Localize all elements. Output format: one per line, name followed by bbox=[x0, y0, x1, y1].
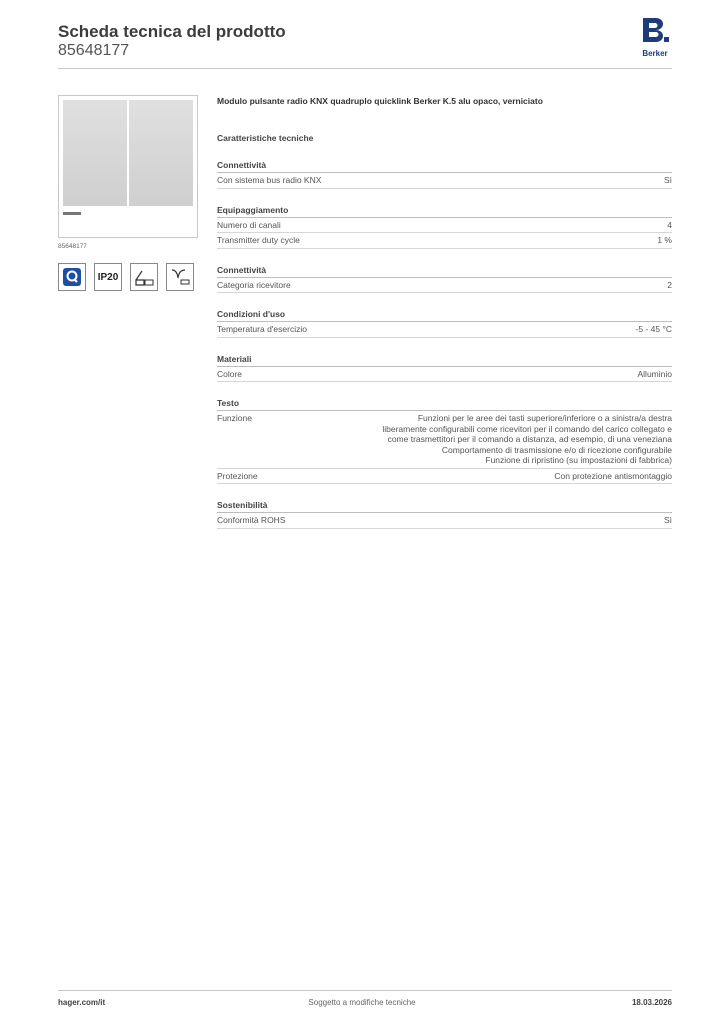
spec-label: Categoria ricevitore bbox=[217, 279, 291, 290]
spec-section bbox=[217, 160, 672, 189]
spec-label: Conformità ROHS bbox=[217, 515, 286, 525]
spec-row bbox=[217, 278, 672, 294]
rocker-left bbox=[63, 100, 127, 206]
spec-section bbox=[217, 398, 672, 484]
product-code: 85648177 bbox=[58, 42, 130, 59]
spec-section bbox=[217, 354, 672, 383]
rocker-right bbox=[129, 100, 193, 206]
spec-value: 2 bbox=[667, 279, 672, 290]
section-title: Connettività bbox=[217, 265, 672, 278]
footer-divider bbox=[58, 990, 672, 991]
section-title: Testo bbox=[217, 398, 672, 411]
ip20-badge: IP20 bbox=[94, 263, 122, 291]
image-caption: 85648177 bbox=[58, 243, 87, 250]
spec-row bbox=[217, 513, 672, 529]
footer-note: Soggetto a modifiche tecniche bbox=[308, 998, 416, 1007]
mounting-icon bbox=[166, 263, 194, 291]
spec-label: Transmitter duty cycle bbox=[217, 235, 300, 245]
footer-date: 18.03.2026 bbox=[631, 998, 672, 1007]
product-image bbox=[58, 95, 198, 238]
spec-value: 1 % bbox=[657, 235, 672, 245]
spec-section bbox=[217, 205, 672, 249]
brand-name: Berker bbox=[642, 49, 668, 58]
spec-section bbox=[217, 309, 672, 338]
section-title: Sostenibilità bbox=[217, 500, 672, 513]
spec-value: Con protezione antismontaggio bbox=[554, 470, 672, 481]
section-title: Condizioni d'uso bbox=[217, 309, 672, 322]
spec-heading: Caratteristiche tecniche bbox=[217, 133, 314, 143]
spec-value-line: come trasmettitori per il comando a distanza, ad esempio, di una veneziana bbox=[387, 434, 672, 444]
label-strip bbox=[63, 212, 81, 215]
spec-row bbox=[217, 218, 672, 234]
spec-row bbox=[217, 469, 672, 485]
page-title: Scheda tecnica del prodotto bbox=[58, 22, 286, 41]
spec-value-line: liberamente configurabili come ricevitori per il comando del carico collegato e bbox=[382, 423, 672, 434]
footer-website[interactable]: hager.com/it bbox=[58, 998, 106, 1007]
section-title: Equipaggiamento bbox=[217, 205, 672, 218]
berker-logo-icon bbox=[639, 16, 671, 44]
spec-row bbox=[217, 173, 672, 189]
spec-value-multiline bbox=[382, 413, 672, 466]
spec-label: Colore bbox=[217, 368, 243, 379]
spec-value: Sì bbox=[663, 175, 672, 185]
spec-label: Funzione bbox=[217, 413, 252, 423]
section-title: Connettività bbox=[217, 160, 672, 173]
header-divider bbox=[58, 68, 672, 69]
spec-row bbox=[217, 367, 672, 383]
berker-logo bbox=[638, 16, 672, 58]
section-title: Materiali bbox=[217, 354, 672, 367]
spec-value-line: Funzione di ripristino (su impostazioni di fabbrica) bbox=[485, 455, 672, 465]
spec-section bbox=[217, 265, 672, 294]
spec-label: Con sistema bus radio KNX bbox=[217, 175, 322, 185]
spec-value: -5 - 45 °C bbox=[635, 324, 672, 334]
spec-row bbox=[217, 322, 672, 338]
spec-value-line: Comportamento di trasmissione e/o di ricezione configurabile bbox=[441, 444, 672, 455]
spec-value: Sì bbox=[663, 515, 672, 525]
page-header bbox=[58, 22, 286, 60]
spec-value: 4 bbox=[667, 219, 672, 230]
spec-sections bbox=[217, 160, 672, 529]
spec-row bbox=[217, 411, 672, 469]
spec-value-line: Funzioni per le aree dei tasti superiore/inferiore o a sinistra/a destra bbox=[417, 413, 672, 423]
spec-label: Numero di canali bbox=[217, 219, 281, 230]
spec-row bbox=[217, 233, 672, 249]
quality-icon bbox=[58, 263, 86, 291]
spec-section bbox=[217, 500, 672, 529]
spec-content bbox=[217, 96, 672, 529]
spec-value: Alluminio bbox=[637, 368, 672, 379]
badge-row bbox=[58, 263, 194, 291]
product-name: Modulo pulsante radio KNX quadruplo quicklink Berker K.5 alu opaco, verniciato bbox=[217, 96, 543, 106]
spec-label: Temperatura d'esercizio bbox=[217, 324, 307, 334]
spec-label: Protezione bbox=[217, 470, 258, 481]
installation-icon bbox=[130, 263, 158, 291]
